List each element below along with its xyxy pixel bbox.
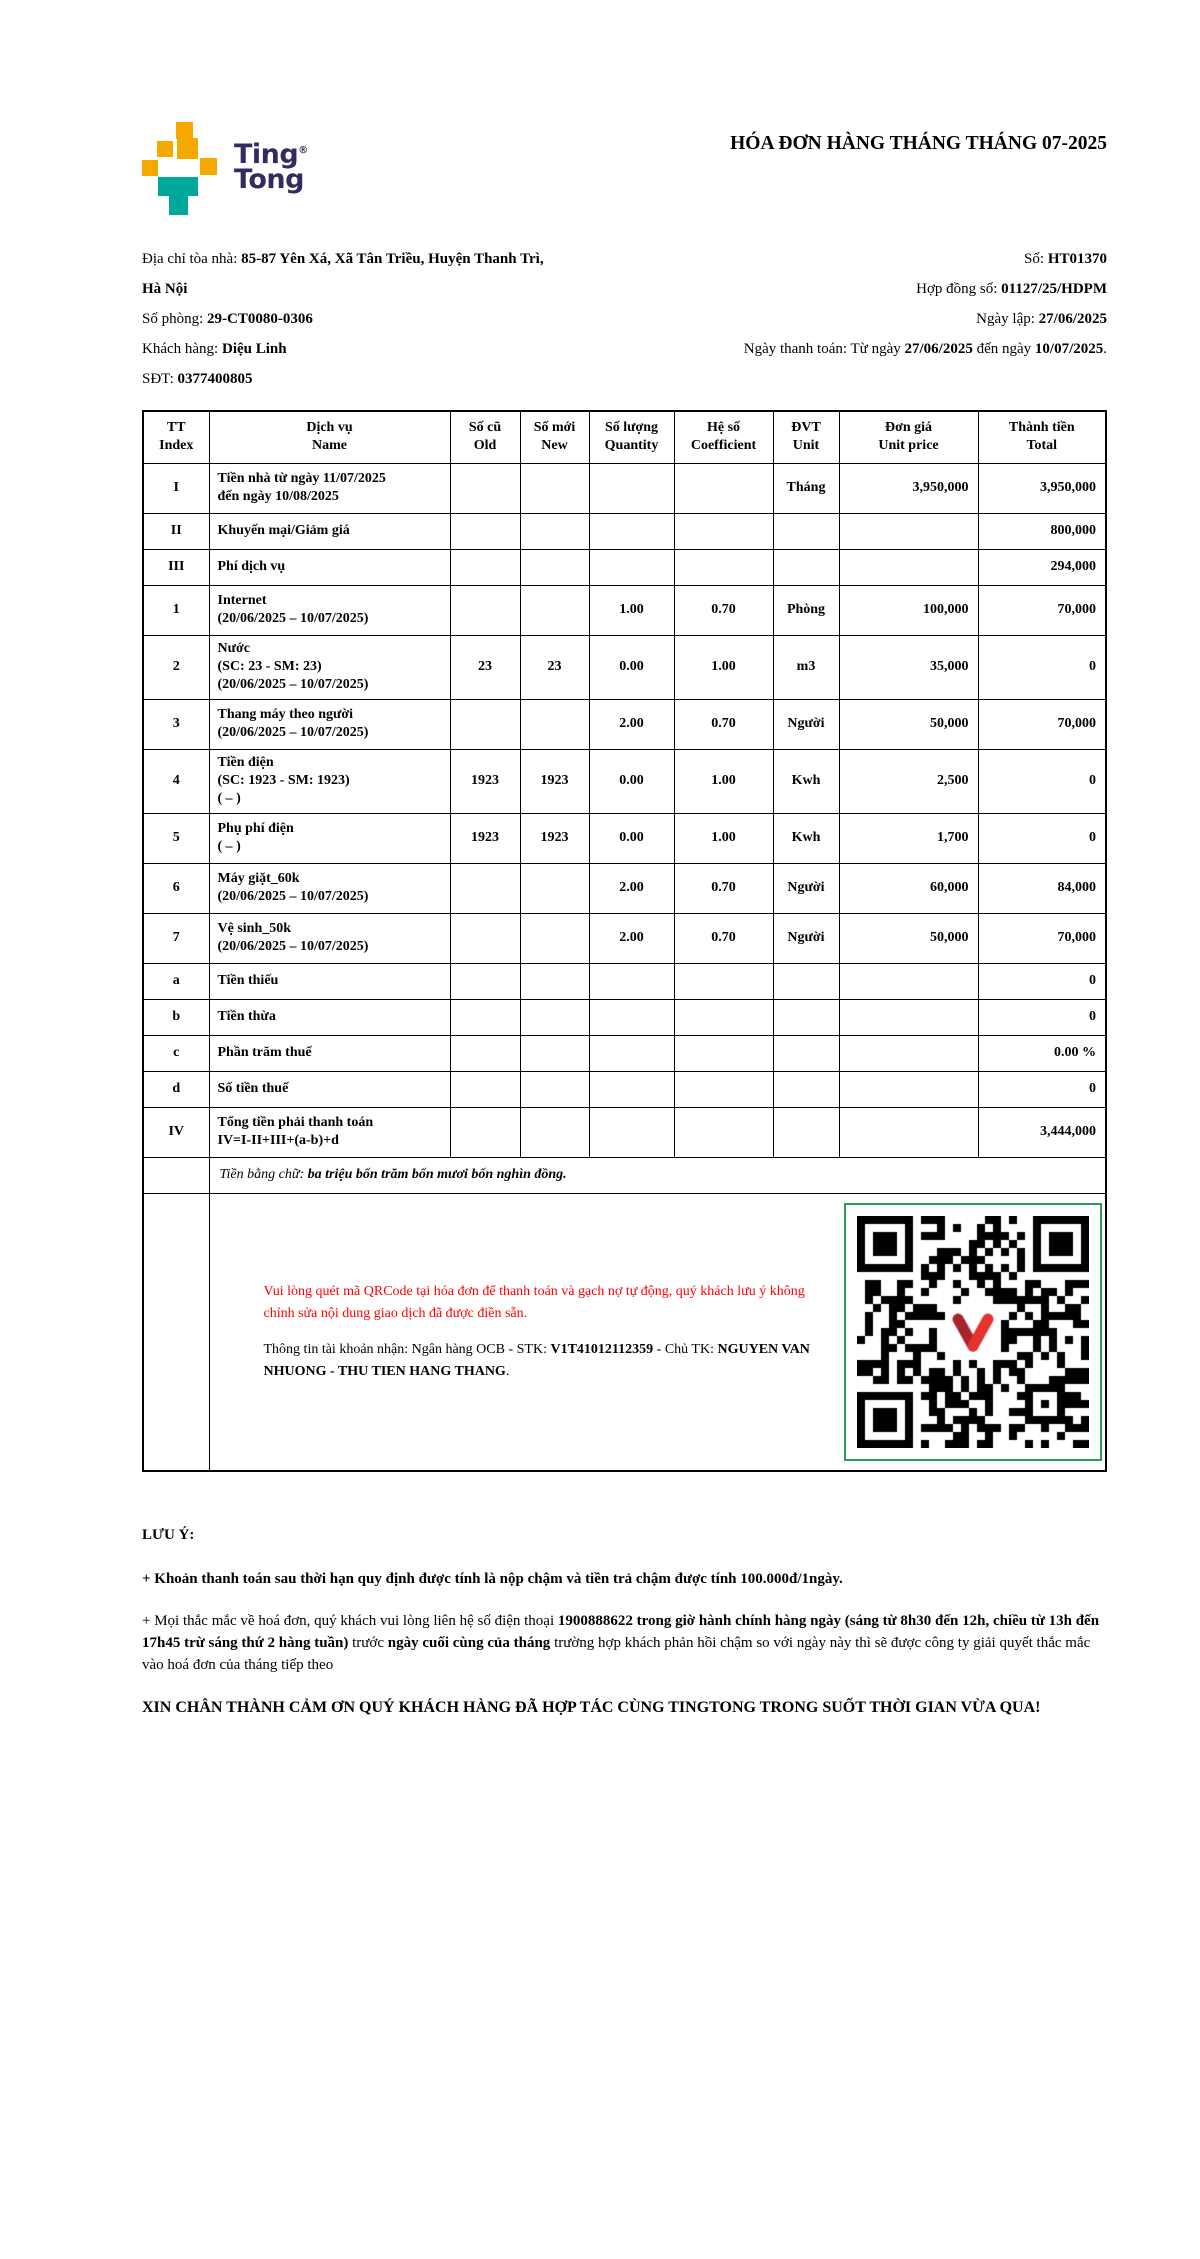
table-cell [520,585,589,635]
invoice-info [142,244,1107,394]
table-cell: c [143,1035,209,1071]
table-cell: 1923 [450,749,520,813]
table-cell [589,963,674,999]
logo-pixel [177,138,198,159]
table-cell: 1.00 [674,635,773,699]
table-cell: Máy giặt_60k (20/06/2025 – 10/07/2025) [209,863,450,913]
table-cell [520,913,589,963]
column-header: Dịch vụ Name [209,411,450,463]
empty-cell [143,1193,209,1471]
text-segment: 1900888622 trong giờ hành chính hàng ngày (sáng từ 8h30 đến 12h, chiều từ 13h đến 17h45 trừ sáng thứ 2 hàng tuần) [142,1613,1100,1651]
logo-pixel [142,160,158,176]
table-cell [674,999,773,1035]
text-segment: HT01370 [1047,251,1107,267]
column-header: ĐVT Unit [773,411,839,463]
invoice-table [142,410,1107,1472]
column-header: Số lượng Quantity [589,411,674,463]
text-segment: Địa chỉ tòa nhà: [142,251,242,267]
issue-date [587,304,1107,334]
amount-in-words-row [143,1157,1106,1193]
text-segment: 85-87 Yên Xá, Xã Tân Triều, Huyện Thanh Trì, Hà Nội [142,251,544,297]
table-cell [520,1035,589,1071]
table-row [143,699,1106,749]
table-cell [674,963,773,999]
text-segment: . [1103,341,1107,357]
table-cell [450,1071,520,1107]
table-cell [773,513,839,549]
table-cell: Tiền nhà từ ngày 11/07/2025 đến ngày 10/08/2025 [209,463,450,513]
text-segment: Tiền bằng chữ: [219,1167,308,1182]
column-header: Hệ số Coefficient [674,411,773,463]
table-cell: 4 [143,749,209,813]
table-cell: 1.00 [674,749,773,813]
table-cell: Người [773,863,839,913]
table-cell: 0.70 [674,913,773,963]
table-cell: 5 [143,813,209,863]
thank-you-message: XIN CHÂN THÀNH CẢM ƠN QUÝ KHÁCH HÀNG ĐÃ HỢP TÁC CÙNG TINGTONG TRONG SUỐT THỜI GIAN VỪA QUA! [142,1699,1041,1716]
note-hotline [142,1610,1107,1676]
table-cell [520,463,589,513]
table-row [143,963,1106,999]
table-cell: a [143,963,209,999]
building-address [142,244,562,304]
table-cell [839,999,978,1035]
table-cell: b [143,999,209,1035]
table-cell [674,513,773,549]
table-cell: 0 [978,635,1106,699]
invoice-page [142,0,1107,1720]
text-segment: 10/07/2025 [1034,341,1104,357]
table-row [143,813,1106,863]
table-cell: 2 [143,635,209,699]
table-cell: 23 [450,635,520,699]
column-header: Số mới New [520,411,589,463]
text-segment: Diệu Linh [221,341,287,357]
table-cell: Tiền thừa [209,999,450,1035]
table-row [143,913,1106,963]
table-row [143,585,1106,635]
table-cell: 23 [520,635,589,699]
table-cell: 84,000 [978,863,1106,913]
table-cell: 70,000 [978,913,1106,963]
logo-word-ting: Ting [234,139,299,170]
table-row [143,863,1106,913]
table-cell: Kwh [773,813,839,863]
table-cell: 800,000 [978,513,1106,549]
footer-notes [142,1524,1107,1720]
table-cell: Thang máy theo người (20/06/2025 – 10/07/2025) [209,699,450,749]
column-header: Đơn giá Unit price [839,411,978,463]
text-segment: 0377400805 [177,371,253,387]
table-cell [450,999,520,1035]
table-cell: d [143,1071,209,1107]
table-cell [450,963,520,999]
contract-number [587,274,1107,304]
table-cell [674,549,773,585]
table-cell: Số tiền thuế [209,1071,450,1107]
qr-section-cell [209,1193,1106,1471]
tingtong-logo [142,122,442,218]
table-row [143,749,1106,813]
info-left-column [142,244,562,394]
room-number [142,304,562,334]
table-cell [520,549,589,585]
text-segment: Số: [1024,251,1048,267]
table-cell [450,1035,520,1071]
table-cell: Phụ phí điện ( – ) [209,813,450,863]
text-segment: Số phòng: [142,311,208,327]
table-cell: 294,000 [978,549,1106,585]
logo-pixel [157,141,173,157]
invoice-title: HÓA ĐƠN HÀNG THÁNG THÁNG 07-2025 [730,133,1107,154]
table-cell [839,1035,978,1071]
table-cell: 0.00 [589,635,674,699]
text-segment: + Khoản thanh toán sau thời hạn quy định được tính là nộp chậm và tiền trả chậm được tính 100.000đ/1ngày. [142,1571,843,1587]
table-cell: Khuyến mại/Giảm giá [209,513,450,549]
qr-code-frame [844,1203,1102,1461]
table-row [143,1107,1106,1157]
table-cell [674,463,773,513]
table-cell: 0.70 [674,699,773,749]
empty-cell [143,1157,209,1193]
table-cell: 7 [143,913,209,963]
invoice-table-body [143,463,1106,1157]
qr-code-image [857,1216,1089,1448]
table-cell [450,585,520,635]
table-cell [520,1071,589,1107]
table-cell: 70,000 [978,699,1106,749]
table-cell: 1923 [450,813,520,863]
table-cell: 2.00 [589,913,674,963]
info-right-column [587,244,1107,394]
table-cell [450,463,520,513]
table-cell [773,963,839,999]
table-cell: 3 [143,699,209,749]
table-cell: 0 [978,749,1106,813]
table-cell: 0.00 [589,813,674,863]
table-cell: III [143,549,209,585]
table-cell [674,1107,773,1157]
table-cell: 0.00 % [978,1035,1106,1071]
table-cell [589,999,674,1035]
table-cell: IV [143,1107,209,1157]
table-cell: Tiền điện (SC: 1923 - SM: 1923) ( – ) [209,749,450,813]
text-segment: Thông tin tài khoản nhận: Ngân hàng OCB - STK: [263,1341,551,1357]
table-cell: Người [773,913,839,963]
table-cell: Vệ sinh_50k (20/06/2025 – 10/07/2025) [209,913,450,963]
table-cell: Người [773,699,839,749]
registered-mark: ® [298,145,308,156]
table-cell: 50,000 [839,699,978,749]
text-segment: . [505,1363,510,1379]
table-cell [589,513,674,549]
table-cell [839,963,978,999]
text-segment: - Chủ TK: [653,1341,718,1357]
text-segment: ba triệu bốn trăm bốn mươi bốn nghìn đồng. [307,1167,567,1182]
table-cell: 1.00 [674,813,773,863]
text-segment: trước [348,1635,388,1651]
table-cell [520,999,589,1035]
payment-date [587,334,1107,364]
qr-instructions [210,1281,845,1383]
table-cell [773,549,839,585]
account-info [264,1339,827,1383]
column-header: Thành tiền Total [978,411,1106,463]
text-segment: ngày cuối cùng của tháng [387,1635,551,1651]
logo-pixel [169,196,188,215]
logo-wordmark [234,138,308,195]
table-cell [773,1071,839,1107]
table-cell: 3,950,000 [839,463,978,513]
logo-pixel [158,177,198,196]
table-cell: Phí dịch vụ [209,549,450,585]
table-cell [589,1107,674,1157]
table-row [143,549,1106,585]
qr-row [143,1193,1106,1471]
invoice-number [587,244,1107,274]
text-segment: trường hợp khách phản hồi chậm so với ngày này thì sẽ được công ty giải quyết thắc mắc vào hoá đơn của tháng tiếp theo [142,1635,1091,1673]
qr-section [210,1194,1106,1471]
table-cell: Kwh [773,749,839,813]
text-segment: 27/06/2025 [1038,311,1107,327]
table-cell: 60,000 [839,863,978,913]
table-cell: 2.00 [589,699,674,749]
table-cell: II [143,513,209,549]
table-cell: Phần trăm thuế [209,1035,450,1071]
table-cell [589,1035,674,1071]
logo-pixel [176,122,193,139]
table-row [143,1071,1106,1107]
table-cell: m3 [773,635,839,699]
amount-in-words [209,1157,1106,1193]
table-cell [450,699,520,749]
table-cell: Tổng tiền phải thanh toán IV=I-II+III+(a-b)+d [209,1107,450,1157]
table-cell [839,549,978,585]
header [142,122,1107,218]
table-cell: 0.00 [589,749,674,813]
table-cell: I [143,463,209,513]
logo-pixel [200,158,217,175]
table-cell [674,1071,773,1107]
table-cell [450,863,520,913]
table-cell: 1,700 [839,813,978,863]
text-segment: NGUYEN VAN NHUONG - THU TIEN HANG THANG [263,1341,810,1379]
text-segment: 29-CT0080-0306 [207,311,313,327]
note-late-payment [142,1568,1107,1590]
column-header: TT Index [143,411,209,463]
table-cell: 1923 [520,813,589,863]
table-cell [839,1107,978,1157]
table-cell: Phòng [773,585,839,635]
table-cell: 35,000 [839,635,978,699]
table-cell [773,1107,839,1157]
table-cell [674,1035,773,1071]
table-cell: 1923 [520,749,589,813]
table-cell [520,513,589,549]
text-segment: Ngày thanh toán: Từ ngày [743,341,905,357]
table-cell [589,463,674,513]
table-cell [520,1107,589,1157]
table-cell: 100,000 [839,585,978,635]
table-row [143,463,1106,513]
table-cell [773,999,839,1035]
table-cell [450,513,520,549]
table-cell: 0 [978,813,1106,863]
table-cell [589,1071,674,1107]
table-cell: 2.00 [589,863,674,913]
table-row [143,513,1106,549]
qr-red-note: Vui lòng quét mã QRCode tại hóa đơn để thanh toán và gạch nợ tự động, quý khách lưu ý không chỉnh sửa nội dung giao dịch đã được điền sẵn. [263,1283,805,1321]
customer-phone [142,364,562,394]
text-segment: V1T41012112359 [550,1341,654,1357]
customer-name [142,334,562,364]
table-cell [450,1107,520,1157]
column-header: Số cũ Old [450,411,520,463]
table-cell: 0 [978,963,1106,999]
text-segment: 01127/25/HDPM [1001,281,1107,297]
table-cell: Tiền thiếu [209,963,450,999]
table-cell: 0 [978,1071,1106,1107]
table-cell: 1.00 [589,585,674,635]
notes-heading: LƯU Ý: [142,1527,195,1543]
table-cell: 3,444,000 [978,1107,1106,1157]
table-cell [520,963,589,999]
text-segment: đến ngày [972,341,1035,357]
table-cell [520,863,589,913]
table-row [143,1035,1106,1071]
table-cell: 0 [978,999,1106,1035]
table-cell: Tháng [773,463,839,513]
table-cell: 70,000 [978,585,1106,635]
table-cell: 2,500 [839,749,978,813]
text-segment: 27/06/2025 [904,341,973,357]
table-cell: 3,950,000 [978,463,1106,513]
table-cell: 0.70 [674,863,773,913]
text-segment: SĐT: [142,371,178,387]
table-cell [773,1035,839,1071]
table-cell [839,1071,978,1107]
table-cell: 1 [143,585,209,635]
logo-word-tong: Tong [234,164,304,195]
table-cell [839,513,978,549]
table-cell [450,913,520,963]
text-segment: Khách hàng: [142,341,222,357]
table-cell: Nước (SC: 23 - SM: 23) (20/06/2025 – 10/07/2025) [209,635,450,699]
table-cell: 50,000 [839,913,978,963]
table-cell: 0.70 [674,585,773,635]
table-row [143,999,1106,1035]
table-cell: Internet (20/06/2025 – 10/07/2025) [209,585,450,635]
table-cell: 6 [143,863,209,913]
table-row [143,635,1106,699]
table-cell [589,549,674,585]
text-segment: Hợp đồng số: [916,281,1002,297]
table-cell [450,549,520,585]
table-cell [520,699,589,749]
text-segment: + Mọi thắc mắc về hoá đơn, quý khách vui lòng liên hệ số điện thoại [142,1613,558,1629]
text-segment: Ngày lập: [976,311,1039,327]
table-header-row [143,411,1106,463]
tingtong-logo-icon [142,122,220,218]
